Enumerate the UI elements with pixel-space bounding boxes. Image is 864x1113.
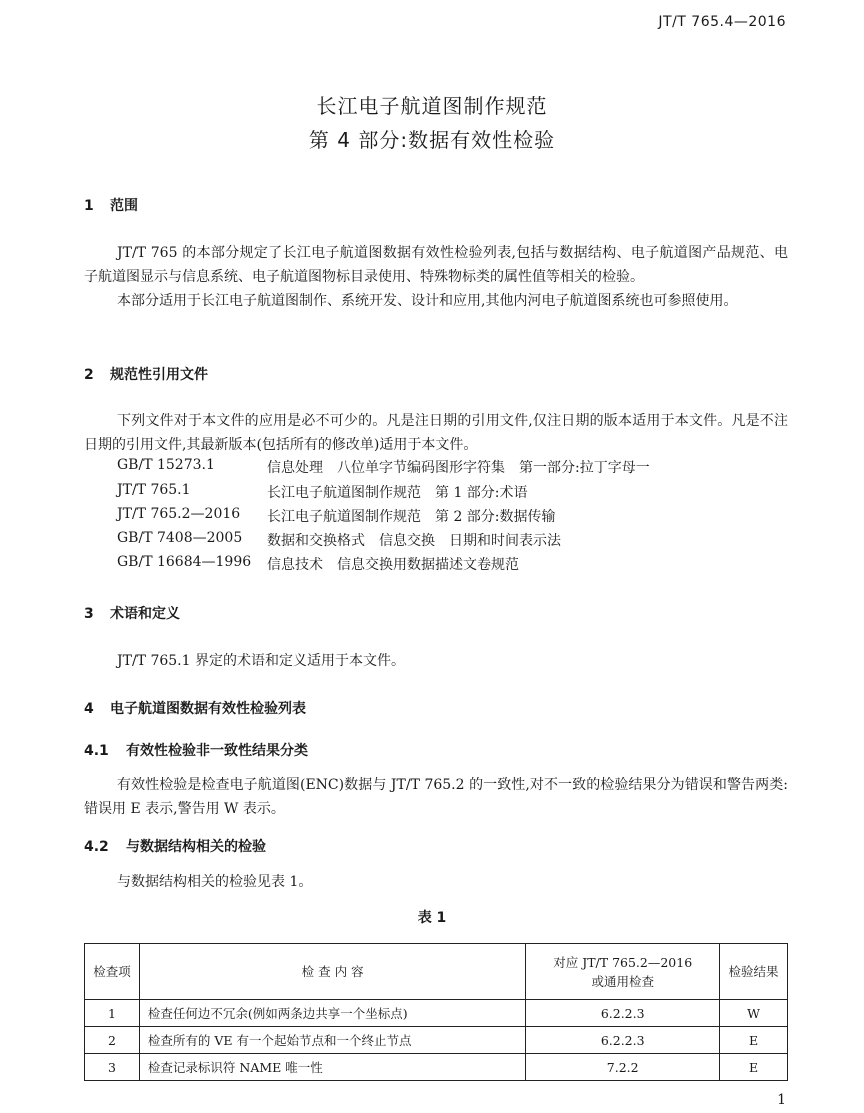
section-1-paragraph-1: JT/T 765 的本部分规定了长江电子航道图数据有效性检验列表,包括与数据结构、电子航道图产品规范、电子航道图显示与信息系统、电子航道图物标目录使用、特殊物标类的属性值等相关的检验。 <box>84 245 788 285</box>
cell-result: W <box>720 1000 788 1027</box>
table-header-row <box>85 944 788 1000</box>
section-title: 范围 <box>110 198 138 214</box>
section-title: 有效性检验非一致性结果分类 <box>126 743 308 759</box>
cell-result: E <box>720 1054 788 1081</box>
cell-content: 检查所有的 VE 有一个起始节点和一个终止节点 <box>139 1027 525 1054</box>
cell-item: 2 <box>85 1027 140 1054</box>
standard-code: JT/T 765.4—2016 <box>658 14 786 30</box>
section-title: 与数据结构相关的检验 <box>126 839 266 855</box>
page-number: 1 <box>777 1092 786 1108</box>
reference-name: 信息处理 八位单字节编码图形字符集 第一部分:拉丁字母一 <box>267 460 650 476</box>
section-3-heading <box>84 603 180 623</box>
header-reference-line1: 对应 JT/T 765.2—2016 <box>553 954 693 970</box>
reference-item <box>117 482 777 506</box>
reference-name: 长江电子航道图制作规范 第 1 部分:术语 <box>267 485 528 501</box>
section-4-2-heading <box>84 836 266 856</box>
section-2-heading <box>84 364 208 384</box>
reference-code: JT/T 765.1 <box>117 482 191 498</box>
section-4-heading <box>84 698 306 718</box>
section-number: 3 <box>84 606 94 622</box>
reference-item <box>117 554 777 578</box>
section-4-2-paragraph: 与数据结构相关的检验见表 1。 <box>117 874 313 890</box>
section-number: 2 <box>84 367 94 383</box>
section-number: 4.1 <box>84 743 109 759</box>
section-1-heading <box>84 195 138 215</box>
reference-code: GB/T 15273.1 <box>117 457 215 473</box>
table-caption: 表 1 <box>417 910 447 926</box>
cell-content: 检查记录标识符 NAME 唯一性 <box>139 1054 525 1081</box>
reference-code: JT/T 765.2—2016 <box>117 506 241 522</box>
cell-item: 1 <box>85 1000 140 1027</box>
section-4-1-paragraph: 有效性检验是检查电子航道图(ENC)数据与 JT/T 765.2 的一致性,对不一致的检验结果分为错误和警告两类:错误用 E 表示,警告用 W 表示。 <box>84 777 788 817</box>
table-row <box>85 1054 788 1081</box>
section-2-paragraph: 下列文件对于本文件的应用是必不可少的。凡是注日期的引用文件,仅注日期的版本适用于本文件。凡是不注日期的引用文件,其最新版本(包括所有的修改单)适用于本文件。 <box>84 413 788 453</box>
header-item: 检查项 <box>85 944 140 1000</box>
document-subtitle: 第 4 部分:数据有效性检验 <box>308 128 556 152</box>
section-1-paragraph-2: 本部分适用于长江电子航道图制作、系统开发、设计和应用,其他内河电子航道图系统也可参照使用。 <box>117 293 738 309</box>
section-number: 1 <box>84 198 94 214</box>
reference-name: 长江电子航道图制作规范 第 2 部分:数据传输 <box>267 509 556 525</box>
document-title: 长江电子航道图制作规范 <box>316 94 548 118</box>
header-reference-line2: 或通用检查 <box>591 973 654 989</box>
cell-item: 3 <box>85 1054 140 1081</box>
table-row <box>85 1027 788 1054</box>
reference-name: 数据和交换格式 信息交换 日期和时间表示法 <box>267 533 561 549</box>
table-row <box>85 1000 788 1027</box>
section-title: 规范性引用文件 <box>110 367 208 383</box>
header-result: 检验结果 <box>720 944 788 1000</box>
reference-code: GB/T 16684—1996 <box>117 554 252 570</box>
table-1 <box>84 943 788 1081</box>
header-content: 检 查 内 容 <box>139 944 525 1000</box>
reference-item <box>117 530 777 554</box>
section-title: 电子航道图数据有效性检验列表 <box>110 701 306 717</box>
cell-reference: 6.2.2.3 <box>526 1000 720 1027</box>
cell-reference: 6.2.2.3 <box>526 1027 720 1054</box>
section-number: 4 <box>84 701 94 717</box>
reference-name: 信息技术 信息交换用数据描述文卷规范 <box>267 557 519 573</box>
section-number: 4.2 <box>84 839 109 855</box>
header-reference <box>526 944 720 1000</box>
cell-result: E <box>720 1027 788 1054</box>
reference-code: GB/T 7408—2005 <box>117 530 243 546</box>
reference-item <box>117 506 777 530</box>
section-4-1-heading <box>84 740 308 760</box>
reference-item <box>117 457 777 481</box>
cell-content: 检查任何边不冗余(例如两条边共享一个坐标点) <box>139 1000 525 1027</box>
cell-reference: 7.2.2 <box>526 1054 720 1081</box>
section-title: 术语和定义 <box>110 606 180 622</box>
section-3-paragraph: JT/T 765.1 界定的术语和定义适用于本文件。 <box>117 653 405 669</box>
